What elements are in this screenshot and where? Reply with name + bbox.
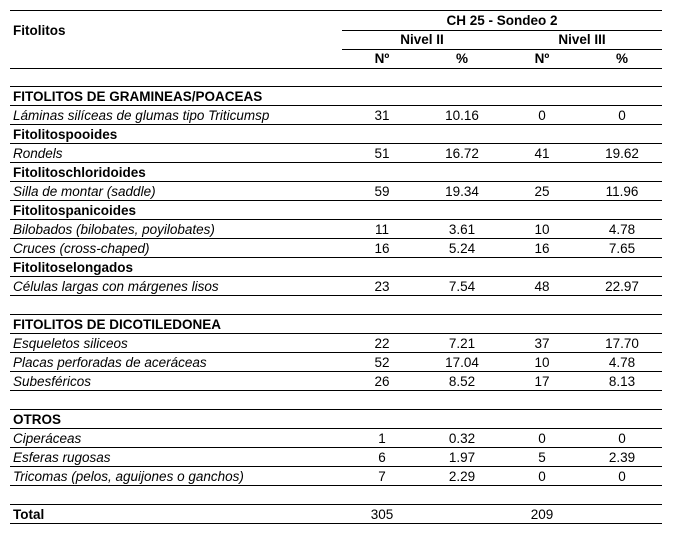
percent-nivel-iii: 0 — [618, 469, 626, 484]
section-divider — [10, 504, 662, 505]
row-label: Subesféricos — [13, 374, 92, 389]
table-row — [10, 277, 662, 296]
total-row — [10, 505, 662, 524]
row-label: Fitolitospooides — [13, 127, 118, 142]
section-header-row — [10, 87, 662, 106]
group-header-row — [10, 201, 662, 220]
count-nivel-ii: 52 — [374, 355, 390, 370]
count-header-nivel-iii: Nº — [534, 51, 550, 66]
count-nivel-iii: 10 — [534, 355, 550, 370]
group-header-row — [10, 163, 662, 182]
row-label: Esqueletos siliceos — [13, 336, 128, 351]
row-divider — [10, 295, 662, 296]
percent-nivel-iii: 4.78 — [608, 222, 636, 237]
row-label: OTROS — [13, 412, 62, 427]
count-nivel-ii: 6 — [378, 450, 386, 465]
percent-header-nivel-ii: % — [455, 51, 468, 66]
count-nivel-iii: 10 — [534, 222, 550, 237]
row-label: Silla de montar (saddle) — [13, 184, 156, 199]
count-nivel-ii: 26 — [374, 374, 390, 389]
percent-nivel-iii: 19.62 — [605, 146, 639, 161]
table-row — [10, 353, 662, 372]
site-header: CH 25 - Sondeo 2 — [446, 13, 558, 28]
percent-nivel-ii: 0.32 — [448, 431, 476, 446]
section-divider — [10, 86, 662, 87]
row-label: Láminas silíceas de glumas tipo Triticumsp — [13, 108, 270, 123]
table-row — [10, 429, 662, 448]
count-nivel-iii: 17 — [534, 374, 550, 389]
count-nivel-iii: 16 — [534, 241, 550, 256]
table-top-border — [10, 10, 662, 11]
row-label: Tricomas (pelos, aguijones o ganchos) — [13, 469, 244, 484]
table-row — [10, 467, 662, 486]
percent-nivel-iii: 4.78 — [608, 355, 636, 370]
table-row — [10, 239, 662, 258]
count-nivel-iii: 25 — [534, 184, 550, 199]
row-divider — [10, 523, 662, 524]
percent-nivel-iii: 11.96 — [605, 184, 639, 199]
percent-nivel-ii: 7.21 — [448, 336, 476, 351]
percent-nivel-iii: 17.70 — [605, 336, 639, 351]
group-header-row — [10, 125, 662, 144]
count-nivel-iii: 41 — [534, 146, 550, 161]
percent-nivel-iii: 0 — [618, 431, 626, 446]
count-nivel-ii: 22 — [374, 336, 390, 351]
count-nivel-iii: 5 — [538, 450, 546, 465]
group-header-row — [10, 258, 662, 277]
count-nivel-iii: 0 — [538, 469, 546, 484]
row-label: Rondels — [13, 146, 63, 161]
row-label: Bilobados (bilobates, poyilobates) — [13, 222, 215, 237]
count-nivel-ii: 7 — [378, 469, 386, 484]
row-divider — [10, 485, 662, 486]
count-nivel-ii: 31 — [374, 108, 390, 123]
percent-header-nivel-iii: % — [615, 51, 628, 66]
percent-nivel-ii: 8.52 — [448, 374, 476, 389]
count-nivel-iii: 0 — [538, 431, 546, 446]
percent-nivel-ii: 19.34 — [445, 184, 479, 199]
percent-nivel-ii: 2.29 — [448, 469, 476, 484]
count-nivel-ii: 51 — [374, 146, 390, 161]
row-label: Placas perforadas de aceráceas — [13, 355, 207, 370]
percent-nivel-iii: 8.13 — [608, 374, 636, 389]
level-header-nivel-iii: Nivel III — [558, 32, 606, 47]
row-label: FITOLITOS DE GRAMINEAS/POACEAS — [13, 89, 263, 104]
row-label: Fitolitoselongados — [13, 260, 133, 275]
percent-nivel-ii: 7.54 — [448, 279, 476, 294]
section-header-row — [10, 410, 662, 429]
percent-nivel-iii: 2.39 — [608, 450, 636, 465]
count-nivel-ii: 305 — [370, 507, 394, 522]
section-divider — [10, 409, 662, 410]
percent-nivel-ii: 16.72 — [445, 146, 479, 161]
percent-nivel-ii: 10.16 — [445, 108, 479, 123]
row-label: Total — [13, 507, 45, 522]
count-nivel-ii: 11 — [374, 222, 389, 237]
row-label: Esferas rugosas — [13, 450, 111, 465]
count-header-nivel-ii: Nº — [374, 51, 390, 66]
percent-nivel-ii: 17.04 — [445, 355, 479, 370]
percent-nivel-ii: 3.61 — [448, 222, 476, 237]
row-divider — [10, 390, 662, 391]
table-row — [10, 106, 662, 125]
level-header-nivel-ii: Nivel II — [400, 32, 444, 47]
count-nivel-ii: 23 — [374, 279, 390, 294]
section-divider — [10, 314, 662, 315]
table-row — [10, 334, 662, 353]
percent-nivel-iii: 7.65 — [608, 241, 636, 256]
count-nivel-ii: 16 — [374, 241, 390, 256]
percent-nivel-iii: 22.97 — [605, 279, 639, 294]
row-label: Cruces (cross-chaped) — [13, 241, 150, 256]
count-nivel-iii: 37 — [534, 336, 550, 351]
header-bottom-border — [10, 68, 662, 69]
row-label: Fitolitoschloridoides — [13, 165, 146, 180]
row-label: Fitolitospanicoides — [13, 203, 137, 218]
table-row — [10, 220, 662, 239]
percent-nivel-iii: 0 — [618, 108, 626, 123]
table-row — [10, 182, 662, 201]
table-row — [10, 144, 662, 163]
row-label: FITOLITOS DE DICOTILEDONEA — [13, 317, 222, 332]
row-label: Células largas con márgenes lisos — [13, 279, 219, 294]
count-nivel-iii: 48 — [534, 279, 550, 294]
row-label: Ciperáceas — [13, 431, 82, 446]
count-nivel-ii: 1 — [378, 431, 386, 446]
count-nivel-ii: 59 — [374, 184, 390, 199]
count-nivel-iii: 0 — [538, 108, 546, 123]
percent-nivel-ii: 5.24 — [448, 241, 476, 256]
table-row — [10, 448, 662, 467]
table-row — [10, 372, 662, 391]
percent-nivel-ii: 1.97 — [448, 450, 476, 465]
section-header-row — [10, 315, 662, 334]
count-nivel-iii: 209 — [530, 507, 554, 522]
column-header-fitolitos: Fitolitos — [13, 23, 66, 38]
